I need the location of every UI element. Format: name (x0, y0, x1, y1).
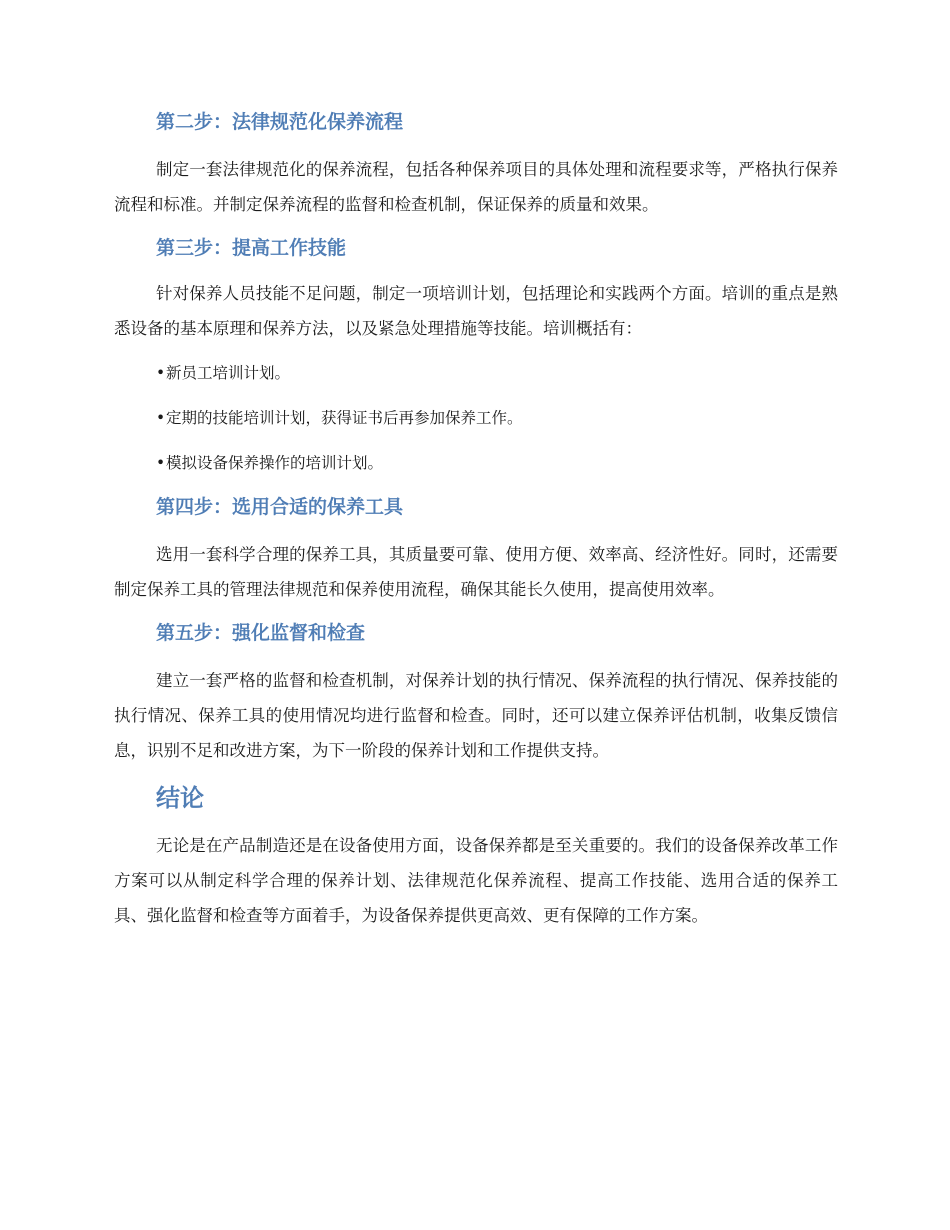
conclusion-paragraph: 无论是在产品制造还是在设备使用方面，设备保养都是至关重要的。我们的设备保养改革工作方案可以从制定科学合理的保养计划、法律规范化保养流程、提高工作技能、选用合适的保养工具、强化监督和检查等方面着手，为设备保养提供更高效、更有保障的工作方案。 (114, 836, 838, 925)
bullet-item (114, 401, 838, 436)
section-paragraph-step-4: 选用一套科学合理的保养工具，其质量要可靠、使用方便、效率高、经济性好。同时，还需要制定保养工具的管理法律规范和保养使用流程，确保其能长久使用，提高使用效率。 (114, 545, 838, 599)
section-heading-step-2: 第二步：法律规范化保养流程 (156, 111, 404, 133)
bullet-item (114, 356, 838, 391)
conclusion-heading: 结论 (156, 784, 204, 812)
bullet-item-text: 模拟设备保养操作的培训计划。 (166, 454, 384, 472)
section-heading-step-4: 第四步：选用合适的保养工具 (156, 496, 404, 518)
section-paragraph-step-3: 针对保养人员技能不足问题，制定一项培训计划，包括理论和实践两个方面。培训的重点是熟悉设备的基本原理和保养方法，以及紧急处理措施等技能。培训概括有： (114, 284, 838, 338)
section-paragraph-step-2: 制定一套法律规范化的保养流程，包括各种保养项目的具体处理和流程要求等，严格执行保养流程和标准。并制定保养流程的监督和检查机制，保证保养的质量和效果。 (114, 160, 838, 214)
section-paragraph-step-5: 建立一套严格的监督和检查机制，对保养计划的执行情况、保养流程的执行情况、保养技能的执行情况、保养工具的使用情况均进行监督和检查。同时，还可以建立保养评估机制，收集反馈信息，识别不足和改进方案，为下一阶段的保养计划和工作提供支持。 (114, 671, 838, 760)
bullet-dot-icon: • (156, 364, 166, 382)
bullet-dot-icon: • (156, 454, 166, 472)
section-heading-step-5: 第五步：强化监督和检查 (156, 622, 366, 644)
bullet-item-text: 定期的技能培训计划，获得证书后再参加保养工作。 (166, 409, 523, 427)
bullet-item-text: 新员工培训计划。 (166, 364, 291, 382)
bullet-dot-icon: • (156, 409, 166, 427)
section-heading-step-3: 第三步：提高工作技能 (156, 237, 347, 259)
bullet-item (114, 446, 838, 481)
